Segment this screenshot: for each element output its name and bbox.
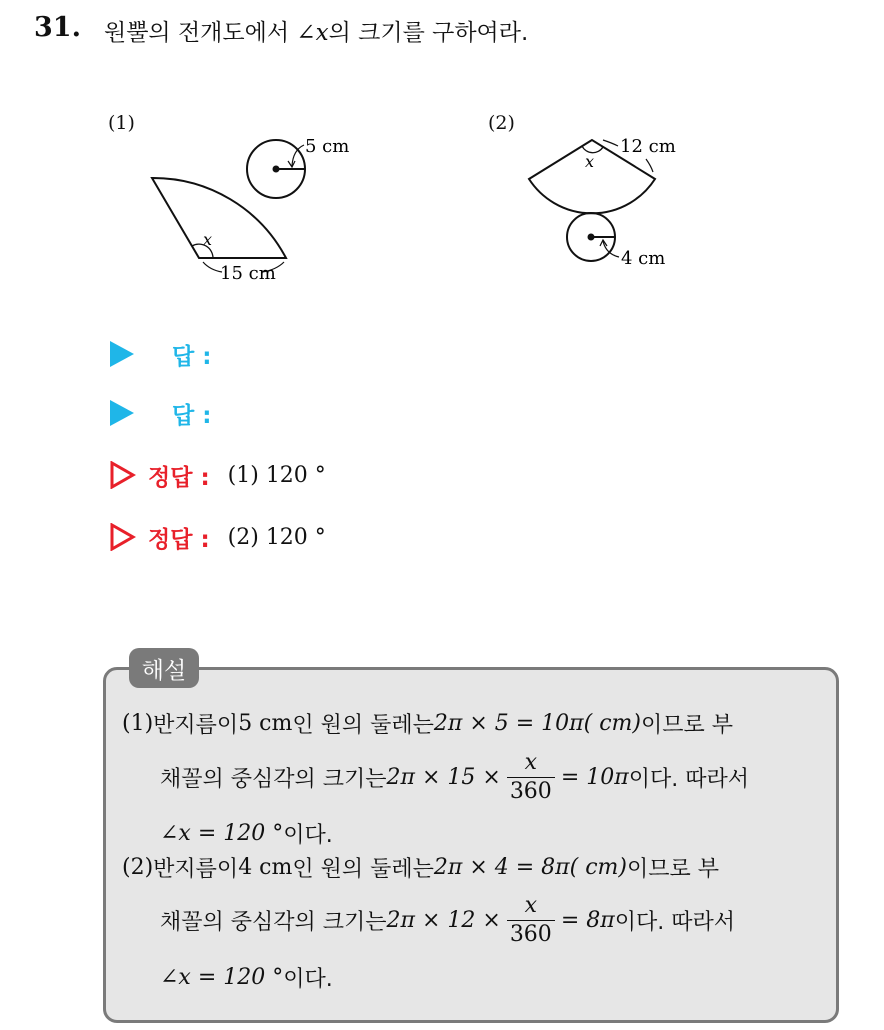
correct-answer-value: (2) 120 ° — [227, 524, 326, 550]
explanation-math: 5 cm — [238, 711, 293, 736]
correct-marker-icon — [110, 461, 136, 489]
correct-answer-label: 정답 : — [148, 464, 210, 491]
figure-2-radius-label: 4 cm — [621, 248, 666, 269]
explanation-2-line-2 — [160, 895, 735, 946]
explanation-math: ∠x = 120 ° — [160, 821, 284, 846]
explanation-tag: 해설 — [129, 648, 199, 688]
explanation-1-num: (1) — [122, 711, 154, 736]
explanation-1-line-3 — [160, 818, 333, 849]
correct-answer-row-2 — [110, 522, 326, 552]
fraction-denominator: 360 — [507, 777, 555, 803]
explanation-2-line-1 — [122, 852, 719, 883]
figure-1-angle-x: x — [203, 230, 213, 249]
answer-label: 답 : — [172, 343, 212, 370]
explanation-fraction — [507, 895, 555, 946]
answer-label: 답 : — [172, 402, 212, 429]
figure-1-label: (1) — [108, 112, 135, 134]
explanation-math: = 8π — [560, 908, 615, 933]
explanation-text: 이므로 부 — [640, 713, 733, 738]
figure-1-radius-label: 5 cm — [305, 136, 350, 157]
figure-2-slant-label: 12 cm — [620, 136, 676, 157]
explanation-fraction — [507, 752, 555, 803]
answer-marker-icon — [110, 400, 134, 426]
explanation-text: 이다. — [283, 823, 333, 848]
answer-marker-icon — [110, 341, 134, 367]
explanation-text: 이다. — [283, 967, 333, 992]
explanation-text: 이므로 부 — [626, 857, 719, 882]
explanation-text: 이다. 따라서 — [614, 910, 735, 935]
fraction-denominator: 360 — [507, 920, 555, 946]
question-number: 31. — [34, 12, 81, 43]
explanation-math: ∠x = 120 ° — [160, 965, 284, 990]
explanation-text: 인 원의 둘레는 — [292, 857, 434, 882]
figure-2-angle-x: x — [585, 152, 595, 171]
correct-answer-label: 정답 : — [148, 526, 210, 553]
explanation-math: 2π × 4 = 8π( cm) — [433, 855, 627, 880]
question-angle-var: ∠x — [296, 20, 329, 46]
explanation-text: 반지름이 — [153, 713, 239, 738]
figure-1-slant-label: 15 cm — [220, 263, 276, 284]
question-text-before: 원뿔의 전개도에서 — [104, 20, 297, 46]
explanation-text: 반지름이 — [153, 857, 239, 882]
explanation-1-line-1 — [122, 708, 733, 739]
answer-row-2 — [110, 398, 211, 428]
figure-2-cone-net — [520, 128, 690, 278]
correct-answer-row-1 — [110, 460, 326, 490]
explanation-math: 4 cm — [238, 855, 293, 880]
correct-marker-icon — [110, 523, 136, 551]
explanation-text: 인 원의 둘레는 — [292, 713, 434, 738]
explanation-2-line-3 — [160, 962, 333, 993]
figure-2-label: (2) — [488, 112, 515, 134]
question-text-after: 의 크기를 구하여라. — [328, 20, 529, 46]
question-text — [104, 14, 528, 47]
fraction-numerator: x — [524, 893, 538, 918]
figure-1-sector — [152, 178, 286, 258]
explanation-math: 2π × 12 × — [386, 908, 501, 933]
explanation-text: 이다. 따라서 — [628, 767, 749, 792]
fraction-numerator: x — [524, 750, 538, 775]
figure-1-cone-net — [140, 128, 370, 293]
explanation-text: 채꼴의 중심각의 크기는 — [160, 767, 387, 792]
explanation-text: 채꼴의 중심각의 크기는 — [160, 910, 387, 935]
explanation-math: 2π × 15 × — [386, 765, 501, 790]
explanation-math: 2π × 5 = 10π( cm) — [433, 711, 641, 736]
explanation-math: = 10π — [560, 765, 629, 790]
correct-answer-value: (1) 120 ° — [227, 462, 326, 488]
answer-row-1 — [110, 339, 211, 369]
explanation-1-line-2 — [160, 752, 749, 803]
explanation-2-num: (2) — [122, 855, 154, 880]
